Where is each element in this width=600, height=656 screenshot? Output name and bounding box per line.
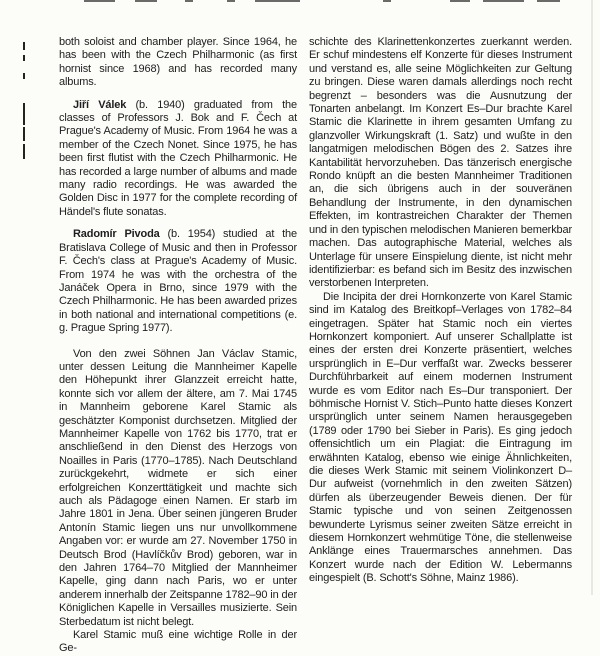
paragraph-bio-radomir-pivoda xyxy=(59,228,297,335)
artist-name-radomir-pivoda: Radomír Pivoda xyxy=(73,228,160,241)
scan-artifact-right-line xyxy=(591,0,593,595)
paragraph-german-horn-concertos: Die Incipita der drei Hornkonzerte von Karel Stamic sind im Katalog des Breitkopf–Verlages von 1782–84 eingetragen. Später hat Stamic noch ein viertes Hornkonzert komponiert. Auf unserer Schallplatte ist eines der ersten drei Konzerte präsentiert, welches ursprünglich in E–Dur verffaßt war. Zwecks besserer Durchführbarkeit auf einem modernen Instrument wurde es vom Editor nach Es–Dur transponiert. Der böhmische Hornist V. Stich–Punto hatte dieses Konzert ursprünglich unter seinem Namen herausgegeben (1789 oder 1790 bei Sieber in Paris). Es ging jedoch offensichtlich um ein Plagiat: die Eintragung im erwähnten Katalog, ebenso wie einige Ähnlichkeiten, die dieses Werk Stamic mit seinem Violinkonzert D–Dur aufweist (vornehmlich in den zweiten Sätzen) dürfen als überzeugender Beweis dienen. Der für Stamic typische und von seinen Zeitgenossen bewunderte Lyrismus seiner zweiten Sätze erreicht in diesem Hornkonzert wehmütige Töne, die stellenweise Anklänge eines Trauermarsches annehmen. Das Konzert wurde nach der Edition W. Lebermanns eingespielt (B. Schott's Söhne, Mainz 1986). xyxy=(309,290,572,585)
scan-artifact-top-dash xyxy=(483,0,524,2)
bio-text: (b. 1940) graduated from the classes of Professors J. Bok and F. Čech at Prague's Academy of Music. From 1964 he was a member of the Czech Nonet. Since 1975, he has been first flutist with the Czech Philharmonic. He has recorded a large number of albums and made many radio recordings. He was awarded the Golden Disc in 1977 for the complete recording of Händel's flute sonatas. xyxy=(59,98,297,218)
scan-artifact-left-tick xyxy=(23,55,25,61)
paragraph-german-stamic-brothers: Von den zwei Söhnen Jan Václav Stamic, unter dessen Leitung die Mannheimer Kapelle den Höhepunkt ihrer Glanzzeit erreicht hatte, konnte sich vor allem der ältere, am 7. Mai 1745 in Mannheim geborene Karel Stamic als geschätzter Komponist durchsetzen. Mitglied der Mannheimer Kapelle von 1762 bis 1770, trat er anschließend in den Dienst des Herzogs von Noailles in Paris (1770–1785). Nach Deutschland zurückgekehrt, widmete er sich einer erfolgreichen Konzerttätigkeit und machte sich auch als Pädagoge einen Namen. Er starb im Jahre 1801 in Jena. Über seinen jüngeren Bruder Antonín Stamic liegen uns nur unvollkommene Angaben vor: er wurde am 27. November 1750 in Deutsch Brod (Havlíčkův Brod) geboren, war in den Jahren 1764–70 Mitglied der Mannheimer Kapelle, ging dann nach Paris, wo er unter anderem innerhalb der Zeitspanne 1782–90 in der Königlichen Kapelle in Versailles musizierte. Sein Sterbedatum ist nicht belegt. xyxy=(59,347,297,628)
scan-artifact-top-dash xyxy=(84,0,115,2)
paragraph-german-column-break: Karel Stamic muß eine wichtige Rolle in der Ge- xyxy=(59,629,297,655)
scan-artifact-top-dash xyxy=(255,0,300,2)
scan-artifact-top-dash xyxy=(135,0,157,2)
paragraph-bio-jiri-valek xyxy=(59,99,297,220)
scan-artifact-left-tick xyxy=(23,127,25,141)
scan-artifact-left-tick xyxy=(23,144,25,159)
paragraph-english-continuation: both soloist and chamber player. Since 1964, he has been with the Czech Philharmonic (as first hornist since 1968) and has recorded many albums. xyxy=(59,36,297,89)
left-text-column xyxy=(59,36,297,656)
bio-text: (b. 1954) studied at the Bratislava College of Music and then in Professor F. Čech's class at Prague's Academy of Music. From 1974 he was with the orchestra of the Janáček Opera in Brno, since 1979 with the Czech Philharmonic. He has been awarded prizes in both national and international competitions (e. g. Prague Spring 1977). xyxy=(59,228,297,335)
right-text-column xyxy=(309,36,572,586)
scan-artifact-top-dash xyxy=(227,0,235,2)
scan-artifact-left-tick xyxy=(23,73,25,79)
scan-artifact-top-dash xyxy=(450,0,470,2)
scan-artifact-top-dash xyxy=(537,0,560,2)
scan-artifact-left-tick xyxy=(23,103,25,125)
scan-artifact-left-tick xyxy=(23,42,25,50)
paragraph-german-clarinet-concerto: schichte des Klarinettenkonzertes zuerkannt werden. Er schuf mindestens elf Konzerte für dieses Instrument und verstand es, alle seine Möglichkeiten zur Geltung zu bringen. Diese waren damals allerdings noch recht begrenzt – besonders was die Ausnutzung der Tonarten anbelangt. Im Konzert Es–Dur brachte Karel Stamic die Klarinette in ihrem gesamten Umfang zu glanzvoller Wirkungskraft (1. Satz) und wußte in den langatmigen melodischen Bögen des 2. Satzes ihre Kantabilität hervorzuheben. Das tänzerisch energische Rondo knüpft an die besten Mannheimer Traditionen an, die sich übrigens auch in der souveränen Behandlung der Instrumente, in den dynamischen Effekten, im kontrastreichen Charakter der Themen und in den typischen melodischen Manieren bemerkbar machen. Das autographische Material, welches als Unterlage für unsere Einspielung diente, ist nicht mehr identifizierbar: es befand sich im Besitz des inzwischen verstorbenen Interpreten. xyxy=(309,36,572,290)
artist-name-jiri-valek: Jiří Válek xyxy=(73,98,127,111)
scan-artifact-top-dash xyxy=(383,0,391,2)
scan-artifact-top-dash xyxy=(185,0,193,2)
